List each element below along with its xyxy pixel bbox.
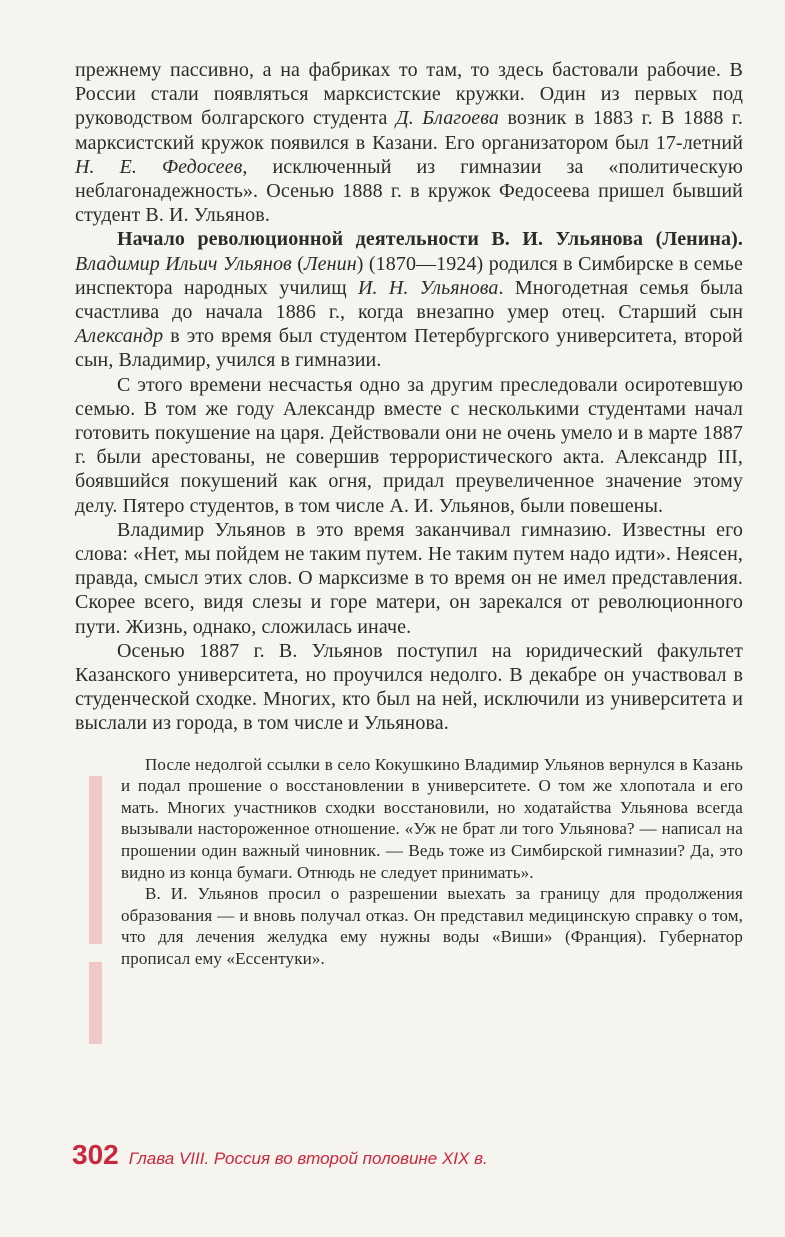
decorative-bar <box>89 776 102 944</box>
person-name: Ленин <box>303 252 357 275</box>
section-heading: Начало революционной деятельности В. И. Ульянова (Ленина). <box>117 228 743 251</box>
sidebar-note <box>75 754 743 970</box>
main-text <box>75 58 743 736</box>
paragraph-4: Владимир Ульянов в это время заканчивал гимназию. Известны его слова: «Нет, мы пойдем не таким путем. Не таким путем надо идти». Неясен, правда, смысл этих слов. О марксизме в то время он не имел представления. Скорее всего, видя слезы и горе матери, он зарекался от революционного пути. Жизнь, однако, сложилась иначе. <box>75 518 743 638</box>
person-name: Александр <box>75 325 164 348</box>
paragraph-3: С этого времени несчастья одно за другим преследовали осиротевшую семью. В том же году Александр вместе с несколькими студентами начал готовить покушение на царя. Действовали они не очень умело и в марте 1887 г. были арестованы, не совершив террористического акта. Александр III, боявшийся покушений как огня, придал преувеличенное значение этому делу. Пятеро студентов, в том числе А. И. Ульянов, были повешены. <box>75 373 743 517</box>
note-paragraph-2: В. И. Ульянов просил о разрешении выехать за границу для продолжения образования — и вновь получал отказ. Он представил медицинскую справку о том, что для лечения желудка ему нужны воды «Виши» (Франция). Губернатор прописал ему «Ессентуки». <box>121 884 743 969</box>
page-content <box>75 58 743 970</box>
paragraph-2: Начало революционной деятельности В. И. Ульянова (Ленина). Владимир Ильич Ульянов (Ленин) (1870—1924) родился в Симбирске в семье инспектора народных училищ И. Н. Ульянова. Многодетная семья была счастлива до начала 1886 г., когда внезапно умер отец. Старший сын Александр в это время был студентом Петербургского университета, второй сын, Владимир, учился в гимназии. <box>75 228 743 372</box>
person-name: Н. Е. Федосеев <box>75 155 243 178</box>
person-name: И. Н. Ульянова <box>357 276 499 299</box>
note-paragraph-1: После недолгой ссылки в село Кокушкино Владимир Ульянов вернулся в Казань и подал прошение о восстановлении в университете. О том же хлопотала и его мать. Многих участников сходки восстановили, но ходатайства Ульянова всегда вызывали настороженное отношение. «Уж не брат ли того Ульянова? — написал на прошении один важный чиновник. — Ведь тоже из Симбирской гимназии? Да, это видно из конца бумаги. Отнюдь не следует принимать». <box>121 754 743 882</box>
decorative-bar <box>89 962 102 1044</box>
paragraph-1: прежнему пассивно, а на фабриках то там, то здесь бастовали рабочие. В России стали появляться марксистские кружки. Один из первых под руководством болгарского студента Д. Благоева возник в 1883 г. В 1888 г. марксистский кружок появился в Казани. Его организатором был 17-летний Н. Е. Федосеев, исключенный из гимназии за «политическую неблагонадежность». Осенью 1888 г. в кружок Федосеева пришел бывший студент В. И. Ульянов. <box>75 59 743 227</box>
page-number: 302 <box>72 1139 119 1170</box>
person-name: Владимир Ильич Ульянов <box>75 252 292 275</box>
page-footer <box>72 1139 488 1171</box>
person-name: Д. Благоева <box>395 107 500 130</box>
paragraph-5: Осенью 1887 г. В. Ульянов поступил на юридический факультет Казанского университета, но проучился недолго. В декабре он участвовал в студенческой сходке. Многих, кто был на ней, исключили из университета и выслали из города, в том числе и Ульянова. <box>75 639 743 735</box>
chapter-title: Глава VIII. Россия во второй половине XIX в. <box>128 1149 488 1168</box>
